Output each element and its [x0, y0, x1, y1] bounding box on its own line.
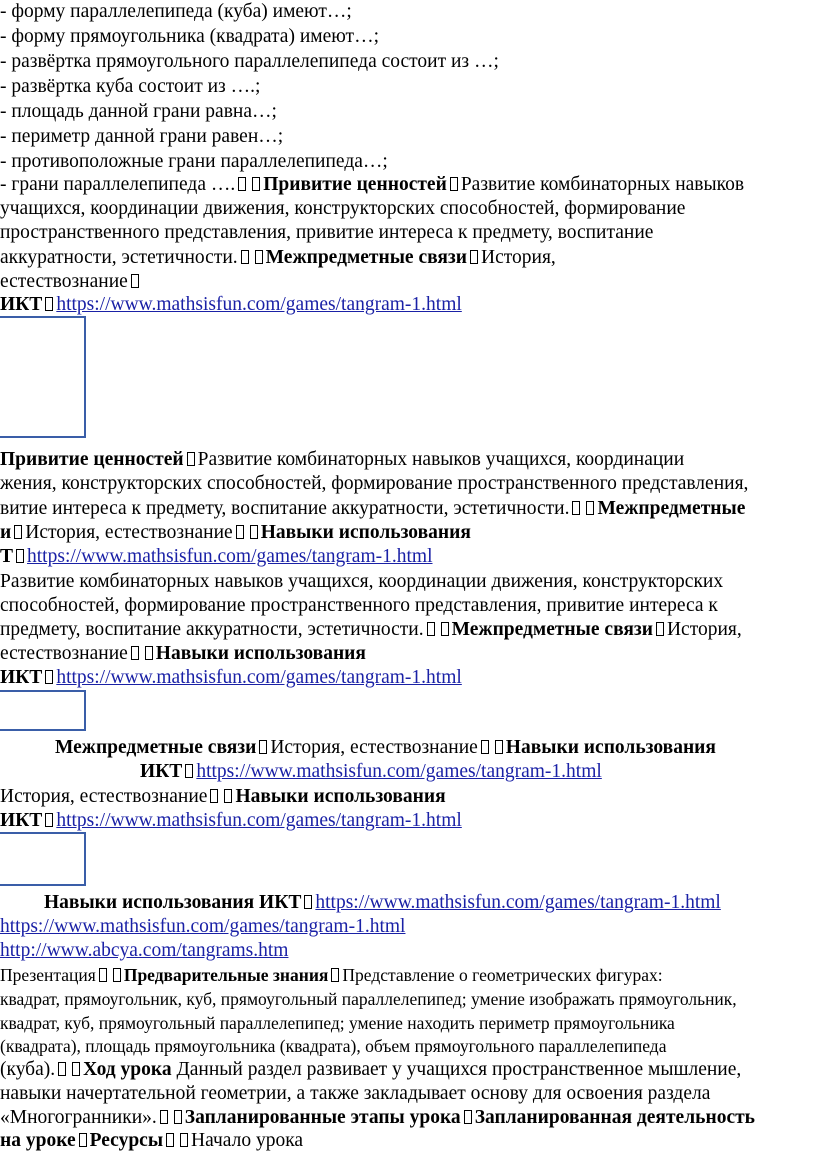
missing-glyph-icon: [99, 968, 107, 982]
paragraph-line: [0, 497, 745, 521]
text-span: Презентация: [0, 965, 96, 985]
text-span: Данный раздел развивает у учащихся пространственное мышление,: [176, 1059, 742, 1080]
heading-ict: ИКТ: [0, 667, 43, 688]
text-span: предмету, воспитание аккуратности, эстетичности.: [0, 619, 424, 640]
missing-glyph-icon: [441, 622, 449, 636]
missing-glyph-icon: [166, 1133, 174, 1147]
heading-intersubject: Межпредметные: [597, 498, 746, 519]
text-span: История, естествознание: [270, 737, 478, 758]
paragraph-line: [44, 891, 721, 915]
heading-skills: Навыки использования: [505, 737, 716, 758]
tangram-link[interactable]: https://www.mathsisfun.com/games/tangram-1.html: [56, 294, 462, 315]
missing-glyph-icon: [131, 274, 139, 288]
paragraph-line: навыки начертательной геометрии, а также закладывает основу для освоения раздела: [0, 1083, 711, 1104]
text-span: и: [0, 522, 12, 543]
paragraph-line: [0, 448, 684, 472]
paragraph-line: пространственного представления, привитие интереса к предмету, воспитание: [0, 222, 654, 243]
missing-glyph-icon: [16, 549, 24, 563]
heading-intersubject: Межпредметные связи: [55, 737, 257, 758]
paragraph-line: [0, 642, 366, 666]
paragraph-line: [0, 785, 446, 809]
text-span: «Многогранники».: [0, 1107, 157, 1128]
paragraph-line: [0, 246, 556, 270]
missing-glyph-icon: [185, 764, 193, 778]
missing-glyph-icon: [145, 646, 153, 660]
paragraph-line: [55, 736, 716, 760]
missing-glyph-icon: [14, 525, 22, 539]
text-span: - грани параллелепипеда ….: [0, 174, 236, 195]
missing-glyph-icon: [180, 1133, 188, 1147]
text-span: естествознание: [0, 643, 128, 664]
paragraph-line: [0, 666, 462, 690]
text-span: История, естествознание: [25, 522, 233, 543]
paragraph-line: учащихся, координации движения, конструкторских способностей, формирование: [0, 198, 686, 219]
missing-glyph-icon: [45, 670, 53, 684]
text-span: Начало урока: [191, 1130, 304, 1151]
missing-glyph-icon: [241, 250, 249, 264]
heading-ict: ИКТ: [0, 294, 43, 315]
missing-glyph-icon: [656, 622, 664, 636]
list-item: - форму прямоугольника (квадрата) имеют…;: [0, 26, 379, 47]
paragraph-line: [0, 293, 462, 317]
paragraph-line: способностей, формирование пространственного представления, привитие интереса к: [0, 595, 718, 616]
missing-glyph-icon: [45, 813, 53, 827]
heading-skills: Навыки использования: [155, 643, 366, 664]
heading-lesson-flow: Ход урока: [83, 1059, 172, 1080]
list-item: - форму параллелепипеда (куба) имеют…;: [0, 1, 352, 22]
heading-intersubject: Межпредметные связи: [265, 247, 467, 268]
text-span: История, естествознание: [0, 786, 208, 807]
text-span: Т: [0, 546, 14, 567]
paragraph-line: [0, 939, 288, 963]
heading-values: Привитие ценностей: [263, 174, 447, 195]
tangram-link[interactable]: https://www.mathsisfun.com/games/tangram-1.html: [315, 892, 721, 913]
missing-glyph-icon: [160, 1110, 168, 1124]
missing-glyph-icon: [58, 1062, 66, 1076]
image-placeholder: [0, 690, 86, 731]
text-span: естествознание: [0, 271, 128, 292]
paragraph-line: [0, 618, 742, 642]
list-item: - площадь данной грани равна…;: [0, 101, 277, 122]
heading-intersubject: Межпредметные связи: [451, 619, 653, 640]
tangram-link[interactable]: https://www.mathsisfun.com/games/tangram-1.html: [0, 916, 406, 937]
paragraph-line: [0, 1129, 303, 1153]
list-item: - периметр данной грани равен…;: [0, 126, 284, 147]
missing-glyph-icon: [252, 177, 260, 191]
missing-glyph-icon: [45, 297, 53, 311]
missing-glyph-icon: [72, 1062, 80, 1076]
missing-glyph-icon: [187, 452, 195, 466]
heading-values: Привитие ценностей: [0, 449, 184, 470]
paragraph-line: [0, 1058, 741, 1082]
heading-ict: ИКТ: [0, 810, 43, 831]
paragraph-line: [0, 545, 433, 569]
heading-ict: ИКТ: [140, 761, 183, 782]
paragraph-line: квадрат, куб, прямоугольный параллелепипед; умение находить периметр прямоугольника: [0, 1013, 675, 1033]
missing-glyph-icon: [572, 501, 580, 515]
tangram-link[interactable]: https://www.mathsisfun.com/games/tangram-1.html: [27, 546, 433, 567]
tangram-link[interactable]: https://www.mathsisfun.com/games/tangram-1.html: [196, 761, 602, 782]
paragraph-line: [0, 1106, 755, 1130]
missing-glyph-icon: [131, 646, 139, 660]
missing-glyph-icon: [450, 177, 458, 191]
missing-glyph-icon: [331, 968, 339, 982]
missing-glyph-icon: [255, 250, 263, 264]
missing-glyph-icon: [464, 1110, 472, 1124]
image-placeholder: [0, 316, 86, 438]
text-span: витие интереса к предмету, воспитание аккуратности, эстетичности.: [0, 498, 570, 519]
paragraph-line: Развитие комбинаторных навыков учащихся, координации движения, конструкторских: [0, 571, 724, 592]
missing-glyph-icon: [259, 740, 267, 754]
paragraph-line: [0, 521, 471, 545]
list-item: - противоположные грани параллелепипеда…;: [0, 151, 388, 172]
heading-planned-activity: Запланированная деятельность: [474, 1107, 755, 1128]
list-item: - развёртка прямоугольного параллелепипеда состоит из …;: [0, 51, 499, 72]
missing-glyph-icon: [304, 895, 312, 909]
missing-glyph-icon: [236, 525, 244, 539]
paragraph-line: жения, конструкторских способностей, формирование пространственного представления,: [0, 473, 749, 494]
heading-skills: Навыки использования: [260, 522, 471, 543]
abcya-tangrams-link[interactable]: http://www.abcya.com/tangrams.htm: [0, 940, 289, 961]
text-span: (куба).: [0, 1059, 56, 1080]
text-span: Развитие комбинаторных навыков: [460, 174, 745, 195]
image-placeholder: [0, 832, 86, 886]
heading-planned-stages: Запланированные этапы урока: [184, 1107, 461, 1128]
paragraph-line: [0, 809, 462, 833]
heading-in-lesson: на уроке: [0, 1130, 76, 1151]
list-item: - развёртка куба состоит из ….;: [0, 76, 261, 97]
paragraph-line: [0, 270, 142, 294]
heading-skills-ict: Навыки использования ИКТ: [44, 892, 302, 913]
missing-glyph-icon: [79, 1133, 87, 1147]
missing-glyph-icon: [586, 501, 594, 515]
paragraph-line: квадрат, прямоугольник, куб, прямоугольный параллелепипед; умение изображать прямоугольник,: [0, 989, 737, 1009]
text-span: История,: [481, 247, 556, 268]
paragraph-line: [140, 760, 602, 784]
missing-glyph-icon: [174, 1110, 182, 1124]
text-span: Развитие комбинаторных навыков учащихся, координации: [197, 449, 685, 470]
missing-glyph-icon: [250, 525, 258, 539]
missing-glyph-icon: [481, 740, 489, 754]
missing-glyph-icon: [470, 250, 478, 264]
missing-glyph-icon: [224, 789, 232, 803]
missing-glyph-icon: [210, 789, 218, 803]
missing-glyph-icon: [495, 740, 503, 754]
tangram-link[interactable]: https://www.mathsisfun.com/games/tangram-1.html: [56, 667, 462, 688]
tangram-link[interactable]: https://www.mathsisfun.com/games/tangram-1.html: [56, 810, 462, 831]
text-span: Представление о геометрических фигурах:: [342, 965, 663, 985]
missing-glyph-icon: [238, 177, 246, 191]
paragraph-line: [0, 915, 405, 939]
missing-glyph-icon: [113, 968, 121, 982]
paragraph-line: [0, 963, 663, 987]
heading-prior-knowledge: Предварительные знания: [123, 965, 329, 985]
text-span: История,: [666, 619, 742, 640]
paragraph-line: [0, 173, 744, 197]
missing-glyph-icon: [427, 622, 435, 636]
heading-skills: Навыки использования: [235, 786, 446, 807]
heading-resources: Ресурсы: [89, 1130, 164, 1151]
text-span: аккуратности, эстетичности.: [0, 247, 238, 268]
paragraph-line: (квадрата), площадь прямоугольника (квадрата), объем прямоугольного параллелепипеда: [0, 1036, 667, 1056]
